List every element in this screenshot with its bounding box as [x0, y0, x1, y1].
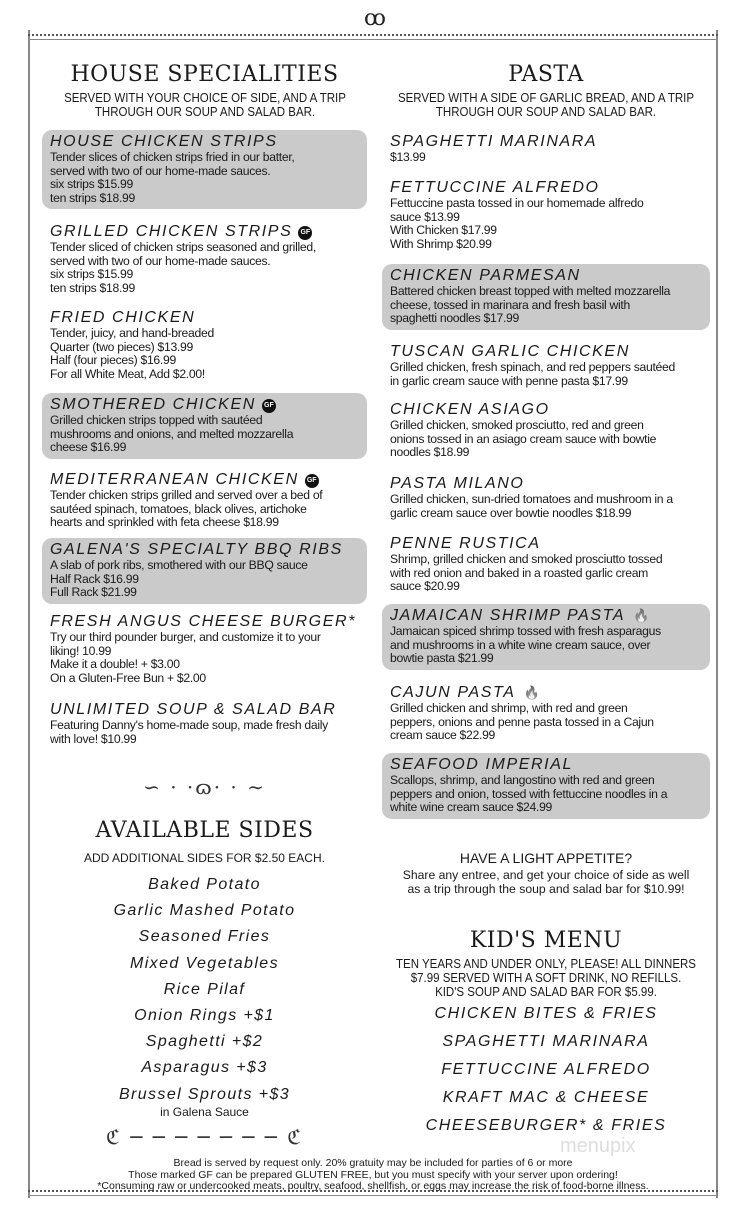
kids-menu-item: FETTUCCINE ALFREDO — [441, 1061, 651, 1078]
menu-item — [382, 681, 710, 747]
menu-item — [42, 610, 367, 689]
menu-item-title: FETTUCCINE ALFREDO — [390, 179, 600, 196]
menu-item-description: noodles $18.99 — [390, 445, 470, 460]
menu-item — [42, 130, 367, 209]
menu-item — [42, 220, 367, 299]
menu-item-title: CHICKEN ASIAGO — [390, 401, 550, 418]
menu-item-description: Make it a double! + $3.00 — [50, 657, 180, 672]
divider-ornament: ∽ · ·ɷ· · ∼ — [143, 775, 266, 799]
light-appetite-text — [376, 868, 716, 896]
gluten-free-icon: GF — [262, 399, 276, 413]
side-item: Onion Rings +$1 — [134, 1007, 275, 1024]
menu-item-description: Half (four pieces) $16.99 — [50, 353, 176, 368]
menu-item-description: six strips $15.99 — [50, 177, 133, 192]
menu-item-name — [390, 474, 702, 493]
menu-item-title: SEAFOOD IMPERIAL — [390, 756, 573, 773]
menu-item-description: For all White Meat, Add $2.00! — [50, 366, 205, 381]
menu-item-title: JAMAICAN SHRIMP PASTA — [390, 607, 626, 624]
gluten-free-icon: GF — [305, 474, 319, 488]
menu-item-name — [390, 534, 702, 553]
menu-item-description: sauce $13.99 — [390, 209, 460, 224]
menu-item — [42, 306, 367, 385]
menu-item-description: and mushrooms in a white wine cream sauce, over — [390, 637, 651, 652]
light-appetite-line: Share any entree, and get your choice of side as well — [402, 868, 690, 882]
sides-note: in Galena Sauce — [160, 1105, 249, 1119]
pasta-subtitle — [384, 91, 708, 119]
menu-item-name — [390, 683, 702, 702]
menu-item-description: ten strips $18.99 — [50, 280, 136, 295]
menu-item-description: Grilled chicken, smoked prosciutto, red and green — [390, 418, 644, 432]
menu-item — [382, 472, 710, 524]
kids-menu-item: CHICKEN BITES & FRIES — [434, 1005, 658, 1022]
menu-item — [42, 698, 367, 750]
menu-item-description: served with two of our home-made sauces. — [50, 163, 271, 178]
menu-item-description: $13.99 — [390, 150, 426, 164]
menu-item-description: spaghetti noodles $17.99 — [390, 311, 520, 326]
side-item: Garlic Mashed Potato — [113, 902, 296, 920]
menu-item-title: SPAGHETTI MARINARA — [390, 133, 598, 150]
menu-item-name — [50, 700, 359, 719]
footer-line: Bread is served by request only. 20% gratuity may be included for parties of 6 or more — [173, 1157, 573, 1169]
house-specialities-title: HOUSE SPECIALITIES — [70, 62, 339, 87]
top-border-ornament — [28, 34, 718, 40]
divider-ornament: ℭ ─ ─ ─ ─ ─ ─ ─ ℭ — [105, 1125, 304, 1149]
menu-item-title: PASTA MILANO — [390, 475, 525, 492]
menu-item-description: A slab of pork ribs, smothered with our BBQ sauce — [50, 558, 308, 572]
menu-item-description: Jamaican spiced shrimp tossed with fresh asparagus — [390, 624, 661, 638]
side-item: Baked Potato — [148, 876, 261, 893]
pasta-title: PASTA — [508, 62, 584, 87]
menu-item-title: PENNE RUSTICA — [390, 535, 541, 552]
menu-item — [42, 393, 367, 459]
side-item: Mixed Vegetables — [130, 954, 279, 972]
menu-item — [382, 398, 710, 464]
menu-item-description: sauce $20.99 — [390, 579, 460, 594]
menu-item-title: GRILLED CHICKEN STRIPS — [50, 223, 293, 240]
menu-item-description: With Shrimp $20.99 — [390, 236, 492, 251]
menu-item-description: liking! 10.99 — [50, 643, 112, 658]
menu-item-description: Quarter (two pieces) $13.99 — [50, 339, 193, 354]
menu-item-description: hearts and sprinkled with feta cheese $18.99 — [50, 515, 279, 530]
menu-item-name — [50, 540, 359, 559]
menu-item — [382, 340, 710, 392]
available-sides-subtitle: ADD ADDITIONAL SIDES FOR $2.50 EACH. — [84, 851, 325, 865]
menu-item-description: Full Rack $21.99 — [50, 585, 137, 600]
menu-item-description: mushrooms and onions, and melted mozzarella — [50, 426, 294, 441]
menu-item-title: HOUSE CHICKEN STRIPS — [50, 133, 278, 150]
menu-item-name — [50, 308, 359, 327]
menu-item-description: with red onion and baked in a roasted garlic cream — [390, 565, 649, 580]
subtitle-line: $7.99 SERVED WITH A SOFT DRINK, NO REFILLS. — [410, 971, 682, 985]
light-appetite-line: as a trip through the soup and salad bar for $10.99! — [407, 882, 685, 896]
menu-item-title: FRIED CHICKEN — [50, 309, 196, 326]
menu-item-description: Battered chicken breast topped with melted mozzarella — [390, 284, 671, 298]
menu-item-title: GALENA'S SPECIALTY BBQ RIBS — [50, 541, 343, 558]
menu-item-description: Featuring Danny's home-made soup, made fresh daily — [50, 718, 328, 732]
menu-item-description: Tender chicken strips grilled and served over a bed of — [50, 488, 323, 502]
side-item: Asparagus +$3 — [141, 1059, 268, 1077]
menu-item-description: Tender, juicy, and hand-breaded — [50, 326, 214, 340]
spicy-flame-icon: 🔥 — [523, 685, 540, 700]
menu-item-description: onions tossed in an asiago cream sauce with bowtie — [390, 431, 657, 446]
gluten-free-icon: GF — [298, 226, 312, 240]
menu-item-name — [390, 606, 702, 625]
menu-item-title: MEDITERRANEAN CHICKEN — [50, 471, 299, 488]
footer-line: *Consuming raw or undercooked meats, poultry, seafood, shellfish, or eggs may increase the risk of food-borne illness. — [97, 1180, 649, 1192]
menu-item — [382, 264, 710, 330]
menu-item-description: Tender sliced of chicken strips seasoned and grilled, — [50, 240, 316, 254]
menu-item-description: cheese $16.99 — [50, 440, 127, 455]
side-item: Seasoned Fries — [138, 928, 271, 946]
menu-item — [42, 468, 367, 534]
menu-item-name — [50, 612, 359, 631]
subtitle-line: SERVED WITH YOUR CHOICE OF SIDE, AND A TRIP — [64, 91, 346, 105]
side-item: Brussel Sprouts +$3 — [118, 1085, 291, 1103]
menu-item — [382, 532, 710, 598]
menu-item-description: cheese, tossed in marinara and fresh basil with — [390, 297, 630, 312]
menu-item-description: cream sauce $22.99 — [390, 728, 496, 743]
kids-menu-subtitle — [384, 957, 708, 999]
menu-item-description: Shrimp, grilled chicken and smoked prosciutto tossed — [390, 552, 663, 566]
menu-item-description: white wine cream sauce $24.99 — [390, 800, 553, 815]
menu-item-description: Grilled chicken strips topped with sautéed — [50, 413, 263, 427]
menu-item-description: Tender slices of chicken strips fried in our batter, — [50, 150, 295, 164]
menu-item-description: On a Gluten-Free Bun + $2.00 — [50, 670, 206, 685]
menu-item-name — [390, 132, 702, 151]
menu-item — [382, 753, 710, 819]
kids-menu-title: KID'S MENU — [469, 928, 623, 953]
footer-line: Those marked GF can be prepared GLUTEN FREE, but you must specify with your server upon ordering! — [128, 1168, 618, 1181]
menu-item-title: TUSCAN GARLIC CHICKEN — [390, 343, 630, 360]
menu-item-title: CHICKEN PARMESAN — [390, 267, 581, 284]
menu-item-description: with love! $10.99 — [50, 731, 137, 746]
subtitle-line: TEN YEARS AND UNDER ONLY, PLEASE! ALL DINNERS — [396, 957, 696, 971]
menu-item-title: UNLIMITED SOUP & SALAD BAR — [50, 701, 337, 718]
menu-item-title: CAJUN PASTA — [390, 684, 516, 701]
menu-item-description: Try our third pounder burger, and customize it to your — [50, 630, 321, 644]
subtitle-line: KID'S SOUP AND SALAD BAR FOR $5.99. — [435, 985, 657, 999]
menu-item-description: Fettuccine pasta tossed in our homemade alfredo — [390, 196, 644, 210]
light-appetite-title: HAVE A LIGHT APPETITE? — [459, 850, 633, 866]
subtitle-line: THROUGH OUR SOUP AND SALAD BAR. — [94, 105, 316, 119]
menu-item-name — [390, 342, 702, 361]
watermark: menupix — [560, 1135, 636, 1157]
menu-item-name — [390, 755, 702, 774]
footer-notes — [40, 1158, 706, 1193]
menu-item-description: peppers, onions and penne pasta tossed in a Cajun — [390, 714, 654, 729]
menu-item-title: FRESH ANGUS CHEESE BURGER* — [50, 613, 356, 630]
menu-item-name — [50, 222, 359, 241]
menu-item-description: peppers and onion, tossed with fettuccine noodles in a — [390, 786, 668, 801]
kids-menu-item: SPAGHETTI MARINARA — [442, 1033, 650, 1050]
kids-menu-item: KRAFT MAC & CHEESE — [442, 1089, 650, 1106]
menu-item-description: served with two of our home-made sauces. — [50, 253, 271, 268]
crest-ornament: ꝏ — [364, 6, 384, 31]
menu-item-name — [390, 178, 702, 197]
menu-item-name — [50, 470, 359, 489]
menu-item-name — [50, 395, 359, 414]
subtitle-line: THROUGH OUR SOUP AND SALAD BAR. — [435, 105, 657, 119]
menu-item-description: sautéed spinach, tomatoes, black olives, artichoke — [50, 501, 307, 516]
menu-item-description: garlic cream sauce over bowtie noodles $18.99 — [390, 505, 632, 520]
menu-item-description: in garlic cream sauce with penne pasta $17.99 — [390, 373, 628, 388]
house-specialities-subtitle — [44, 91, 366, 119]
subtitle-line: SERVED WITH A SIDE OF GARLIC BREAD, AND A TRIP — [397, 91, 695, 105]
kids-menu-item: CHEESEBURGER* & FRIES — [425, 1117, 667, 1134]
menu-item-description: ten strips $18.99 — [50, 190, 136, 205]
menu-item-description: With Chicken $17.99 — [390, 223, 497, 238]
menu-item-description: Grilled chicken, fresh spinach, and red peppers sautéed — [390, 360, 675, 374]
menu-item-description: Half Rack $16.99 — [50, 571, 139, 586]
menu-item-description: six strips $15.99 — [50, 267, 133, 282]
menu-item-description: bowtie pasta $21.99 — [390, 651, 494, 666]
side-item: Rice Pilaf — [163, 980, 246, 998]
menu-item-title: SMOTHERED CHICKEN — [50, 396, 256, 413]
menu-item — [382, 176, 710, 255]
spicy-flame-icon: 🔥 — [633, 608, 650, 623]
menu-item-description: Grilled chicken and shrimp, with red and green — [390, 701, 628, 715]
menu-item — [42, 538, 367, 604]
menu-item — [382, 130, 710, 169]
menu-item — [382, 604, 710, 670]
menu-item-name — [50, 132, 359, 151]
menu-item-name — [390, 266, 702, 285]
menu-item-description: Scallops, shrimp, and langostino with red and green — [390, 773, 655, 787]
available-sides-title: AVAILABLE SIDES — [95, 818, 314, 843]
side-item: Spaghetti +$2 — [145, 1033, 264, 1051]
menu-item-description: Grilled chicken, sun-dried tomatoes and mushroom in a — [390, 492, 673, 506]
menu-item-name — [390, 400, 702, 419]
